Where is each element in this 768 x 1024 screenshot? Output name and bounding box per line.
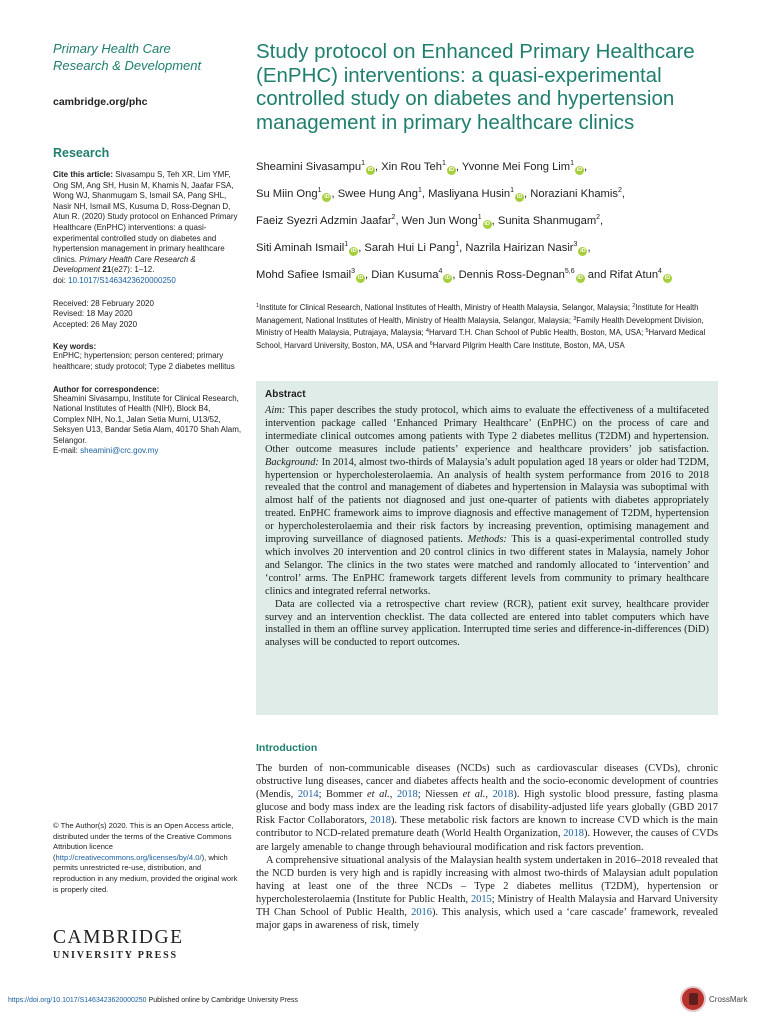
orcid-icon[interactable]: iD [448,167,455,173]
author[interactable]: Sunita Shanmugam [497,215,597,227]
author[interactable]: Sarah Hui Li Pang [364,242,456,254]
accepted-date: Accepted: 26 May 2020 [53,319,138,329]
journal-name[interactable]: Primary Health Care Research & Development [53,41,202,73]
cite-journal: Primary Health Care Research & Development [53,254,196,275]
revised-date: Revised: 18 May 2020 [53,309,133,319]
author[interactable]: Rifat Atun [609,269,659,281]
author[interactable]: Xin Rou Teh [381,161,442,173]
orcid-icon[interactable]: iD [577,275,583,281]
author[interactable]: Swee Hung Ang [337,188,418,200]
cite-label: Cite this article: [53,170,114,179]
received-date: Received: 28 February 2020 [53,298,154,308]
author[interactable]: Nazrila Hairizan Nasir [465,242,574,254]
author[interactable]: Masliyana Husin [428,188,511,200]
author[interactable]: Siti Aminah Ismail [256,242,345,254]
email-link[interactable]: sheamini@crc.gov.my [80,446,159,456]
keywords-title: Key words: [53,342,97,352]
author[interactable]: Faeiz Syezri Adzmin Jaafar [256,215,392,227]
cite-text: Sivasampu S, Teh XR, Lim YMF, Ong SM, Ang SH, Husin M, Khamis N, Jaafar FSA, Wong WJ, Shanmugam S, Ismail SA, Pang SHL, Nasir NH, Ismail MS, Kusuma D, Ross-Degnan D, Atun R. (2020) Study protocol on Enhanced Primary Healthcare (EnPHC) interventions: a quasi-experimental controlled study on diabetes and hypertension management in primary healthcare clinics. [53,170,238,264]
orcid-icon[interactable]: iD [484,221,490,227]
email-label: E-mail: [53,446,78,456]
reference-link[interactable]: 2018 [563,828,584,840]
affiliations: $^1$Institute for Clinical Research, National Institutes of Health, Ministry of Health Malaysia, Selangor, Malaysia; $^2$Institute for Health Management, National Institutes of Health, Ministry of Health Malaysia, Selangor, Malaysia; $^3$Family Health Development Division, Ministry of Health Malaysia, Putrajaya, Malaysia; $^4$Harvard T.H. Chan School of Public Health, Boston, MA, USA; $^5$Harvard Medical School, Harvard University, Boston, MA, USA and $^6$Harvard Pilgrim Health Care Institute, Boston, MA, USA [256,303,706,350]
cambridge-logo: CAMBRIDGE UNIVERSITY PRESS [53,927,184,961]
orcid-icon[interactable]: iD [664,275,671,281]
crossmark-icon [680,986,706,1012]
author[interactable]: Noraziani Khamis [530,188,618,200]
abstract-heading: Abstract [265,389,306,400]
reference-link[interactable]: 2018 [492,789,514,801]
doi-link[interactable]: 10.1017/S1463423620000250 [68,275,176,285]
author[interactable]: Mohd Safiee Ismail [256,269,352,281]
page-footer [8,997,298,1004]
cite-pages: (e27): 1–12. [111,265,155,275]
crossmark-label: CrossMark [709,995,748,1004]
article-title: Study protocol on Enhanced Primary Healthcare (EnPHC) interventions: a quasi-experimental controlled study on diabetes and hypertension management in primary healthcare clinics [256,40,695,134]
orcid-icon[interactable]: iD [324,194,330,200]
author[interactable]: Dennis Ross-Degnan [458,269,565,281]
orcid-icon[interactable]: iD [445,275,451,281]
sidebar [53,40,243,457]
reference-link[interactable]: 2018 [396,789,418,801]
orcid-icon[interactable]: iD [516,194,523,200]
crossmark-badge[interactable] [680,986,755,1014]
footer-doi-link[interactable]: https://doi.org/10.1017/S1463423620000250 [8,997,147,1004]
keywords-text: EnPHC; hypertension; person centered; primary healthcare; study protocol; Type 2 diabetes mellitus [53,351,235,371]
author[interactable]: Dian Kusuma [371,269,439,281]
abstract-box [256,381,718,715]
author[interactable]: Wen Jun Wong [401,215,478,227]
abstract-paragraph-2: Data are collected via a retrospective chart review (RCR), patient exit survey, healthcare provider survey and an intervention checklist. The data collected are entered into tablet computers which have installed in them an offline survey application. Interrupted time series and difference-in-differences (DiD) analyses will be conducted to report outcomes. [265,598,709,649]
doi-label: doi: [53,275,66,285]
copyright-notice: © The Author(s) 2020. This is an Open Access article, distributed under the terms of the Creative Commons Attribution licence (http://creativecommons.org/licenses/by/4.0/), which permits unrestricted re-use, distribution, and reproduction in any medium, provided the original work is properly cited. [53,821,238,894]
orcid-icon[interactable]: iD [580,248,586,254]
correspondence-title: Author for correspondence: [53,384,160,394]
intro-paragraph-1: The burden of non-communicable diseases (NCDs) such as cardiovascular diseases (CVDs), chronic obstructive lung diseases, cancer and diabetes affects health and the socio-economic development of countries (Mendis, 2014; Bommer et al., 2018; Niessen et al., 2018). High systolic blood pressure, fasting plasma glucose and body mass index are the leading risk factors of disability-adjusted life years globally (GBD 2017 Risk Factor Collaborators, 2018). These metabolic risk factors are known to increase CVD which is the main contributor to NCD-related premature death (World Health Organization, 2018). However, the causes of CVDs are largely amenable to change through behavioural modification and risk factors prevention. [256,763,719,853]
license-link[interactable]: http://creativecommons.org/licenses/by/4.0/ [55,852,202,862]
author[interactable]: Su Miin Ong [256,188,318,200]
dates-block [53,299,243,331]
abstract-paragraph: Aim: This paper describes the study protocol, which aims to evaluate the effectiveness of a multifaceted intervention package called ‘Enhanced Primary Healthcare’ (EnPHC) on the process of care and intermediate clinical outcomes among patients with Type 2 diabetes mellitus (T2DM) and hypertension. Other outcome measures include patients’ experience and healthcare providers’ job satisfaction. Background: In 2014, almost two-thirds of Malaysia’s adult population aged 18 years or older had T2DM, hypertension or hypercholesterolaemia. An analysis of health system performance from 2016 to 2018 revealed that the control and management of diabetes and hypertension in Malaysia was suboptimal with almost half of the patients not diagnosed and just one-quarter of patients with diabetes appropriately treated. EnPHC framework aims to improve diagnosis and effective management of T2DM, hypertension or hypercholesterolaemia and their risk factors by increasing prevention, optimising management and improving surveillance of diagnosed patients. Methods: This is a quasi-experimental controlled study which involves 20 intervention and 20 control clinics in two different states in Malaysia, namely Johor and Selangor. The clinics in the two states were matched and randomly allocated to ‘intervention’ and ‘control’ arms. The EnPHC framework targets different levels from community to primary healthcare clinics and integrated referral networks. [265,405,709,597]
article-type-label: Research [53,146,110,160]
orcid-icon[interactable]: iD [350,248,357,254]
orcid-icon[interactable]: iD [576,167,583,173]
citation-block [53,170,243,287]
author[interactable]: Sheamini Sivasampu [256,161,362,173]
orcid-icon[interactable]: iD [367,167,374,173]
author[interactable]: Yvonne Mei Fong Lim [461,161,571,173]
introduction-section [256,742,718,932]
correspondence-address: Sheamini Sivasampu, Institute for Clinical Research, National Institutes of Health (NIH), Block B4, Complex NIH, No.1, Jalan Setia Murni, U13/52, Seksyen U13, Bandar Setia Alam, 40170 Shah Alam, Selangor. [53,393,242,445]
reference-link[interactable]: 2014 [297,789,319,801]
reference-link[interactable]: 2018 [370,815,391,827]
reference-link[interactable]: 2016 [411,907,432,919]
footer-text: Published online by Cambridge University Press [148,997,298,1004]
article-header [256,40,718,351]
author-list: Sheamini Sivasampu$^1$iD , Xin Rou Teh$^1$iD , Yvonne Mei Fong Lim$^1$iD , Su Miin Ong$^1$iD , Swee Hung Ang$^1$, Masliyana Husin$^1$iD , Noraziani Khamis$^2$, Faeiz Syezri Adzmin Jaafar$^2$, Wen Jun Wong$^1$iD , Sunita Shanmugam$^2$, Siti Aminah Ismail$^1$iD , Sarah Hui Li Pang$^1$, Nazrila Hairizan Nasir$^3$iD , Mohd Safiee Ismail$^3$iD , Dian Kusuma$^4$iD , Dennis Ross-Degnan$^{5,6}$iD and Rifat Atun$^4$iD [256,160,671,281]
correspondence-block [53,394,243,458]
journal-site-link[interactable]: cambridge.org/phc [53,96,148,108]
orcid-icon[interactable]: iD [357,275,364,281]
cite-volume: 21 [102,265,112,275]
intro-paragraph-2: A comprehensive situational analysis of the Malaysian health system undertaken in 2016–2018 revealed that the NCD burden is very high and is rapidly increasing with almost two-thirds of Malaysian adult population having at least one of the three NCDs – Type 2 diabetes mellitus (T2DM), hypertension or hypercholesterolaemia (Institute for Public Health, 2015; Ministry of Health Malaysia and Harvard University TH Chan School of Public Health, 2016). This analysis, which used a ‘care cascade’ framework, revealed major gaps in awareness of risk, timely [256,854,718,932]
introduction-heading: Introduction [256,742,318,754]
reference-link[interactable]: 2015 [470,893,492,905]
